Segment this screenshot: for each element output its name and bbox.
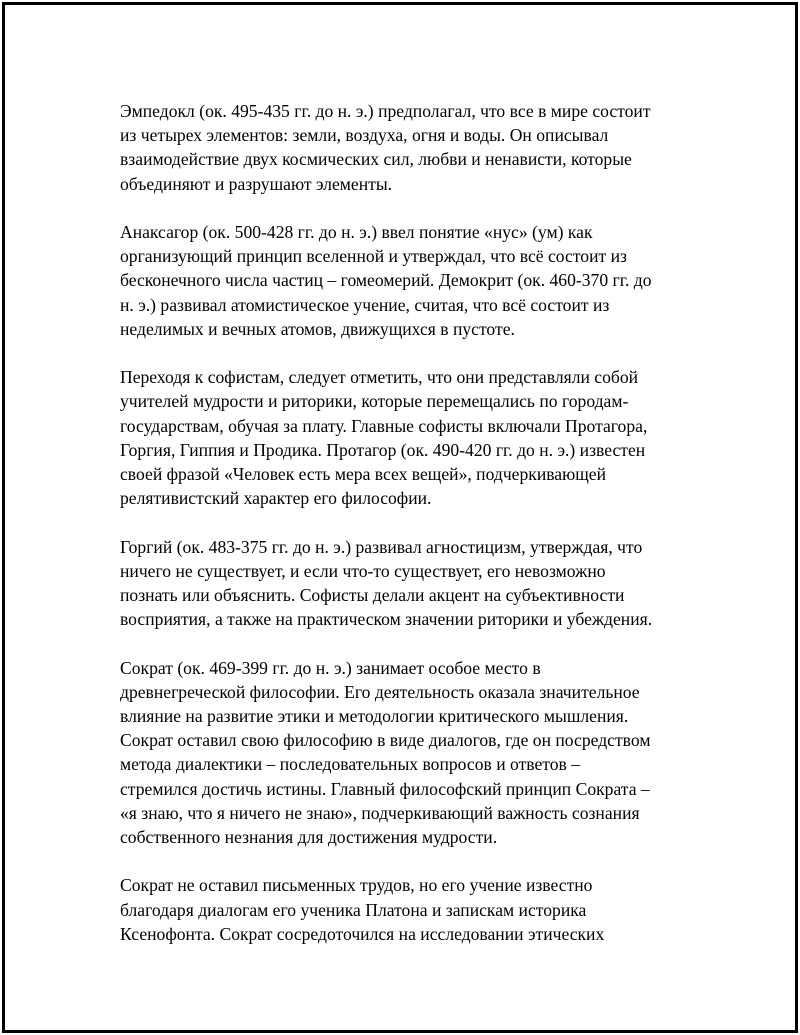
- text-line: бесконечного числа частиц – гомеомерий. Демокрит (ок. 460-370 гг. до: [120, 270, 652, 291]
- paragraph-empedocles: [120, 99, 695, 196]
- text-line: благодаря диалогам его ученика Платона и запискам историка: [120, 899, 587, 920]
- text-line: учителей мудрости и риторики, которые перемещались по городам-: [120, 391, 629, 412]
- paragraph-gorgias: [120, 535, 695, 632]
- text-line: Сократ не оставил письменных трудов, но его учение известно: [120, 875, 593, 896]
- paragraph-sophists: [120, 365, 695, 510]
- text-line: познать или объяснить. Софисты делали акцент на субъективности: [120, 585, 625, 606]
- page-frame: [2, 2, 798, 1033]
- paragraph-socrates-writings: [120, 873, 695, 946]
- text-line: государствам, обучая за плату. Главные софисты включали Протагора,: [120, 415, 648, 436]
- text-line: стремился достичь истины. Главный философский принцип Сократа –: [120, 778, 650, 799]
- text-line: релятивистский характер его философии.: [120, 488, 432, 509]
- text-line: объединяют и разрушают элементы.: [120, 173, 393, 194]
- text-line: Горгий (ок. 483-375 гг. до н. э.) развивал агностицизм, утверждая, что: [120, 536, 643, 557]
- text-line: «я знаю, что я ничего не знаю», подчеркивающий важность сознания: [120, 802, 640, 823]
- text-line: Эмпедокл (ок. 495-435 гг. до н. э.) предполагал, что все в мире состоит: [120, 101, 651, 121]
- text-line: из четырех элементов: земли, воздуха, огня и воды. Он описывал: [120, 125, 609, 146]
- paragraph-anaxagoras: [120, 220, 695, 341]
- text-line: неделимых и вечных атомов, движущихся в пустоте.: [120, 318, 515, 339]
- text-line: древнегреческой философии. Его деятельность оказала значительное: [120, 681, 640, 702]
- paragraph-socrates: [120, 656, 695, 850]
- text-line: ничего не существует, и если что-то существует, его невозможно: [120, 560, 606, 581]
- text-line: метода диалектики – последовательных вопросов и ответов –: [120, 754, 581, 775]
- text-line: восприятия, а также на практическом значении риторики и убеждения.: [120, 609, 653, 630]
- text-line: Переходя к софистам, следует отметить, что они представляли собой: [120, 367, 639, 388]
- text-line: Сократ (ок. 469-399 гг. до н. э.) занимает особое место в: [120, 657, 541, 678]
- document-body: [120, 99, 695, 970]
- text-line: Сократ оставил свою философию в виде диалогов, где он посредством: [120, 730, 651, 751]
- text-line: собственного незнания для достижения мудрости.: [120, 827, 498, 848]
- text-line: взаимодействие двух космических сил, любви и ненависти, которые: [120, 149, 632, 170]
- text-line: н. э.) развивал атомистическое учение, считая, что всё состоит из: [120, 294, 610, 315]
- text-line: Горгия, Гиппия и Продика. Протагор (ок. 490-420 гг. до н. э.) известен: [120, 439, 646, 460]
- text-line: Анаксагор (ок. 500-428 гг. до н. э.) ввел понятие «нус» (ум) как: [120, 222, 593, 242]
- text-line: организующий принцип вселенной и утверждал, что всё состоит из: [120, 246, 627, 267]
- text-line: своей фразой «Человек есть мера всех вещей», подчеркивающей: [120, 464, 607, 485]
- text-line: Ксенофонта. Сократ сосредоточился на исследовании этических: [120, 923, 605, 944]
- text-line: влияние на развитие этики и методологии критического мышления.: [120, 706, 629, 727]
